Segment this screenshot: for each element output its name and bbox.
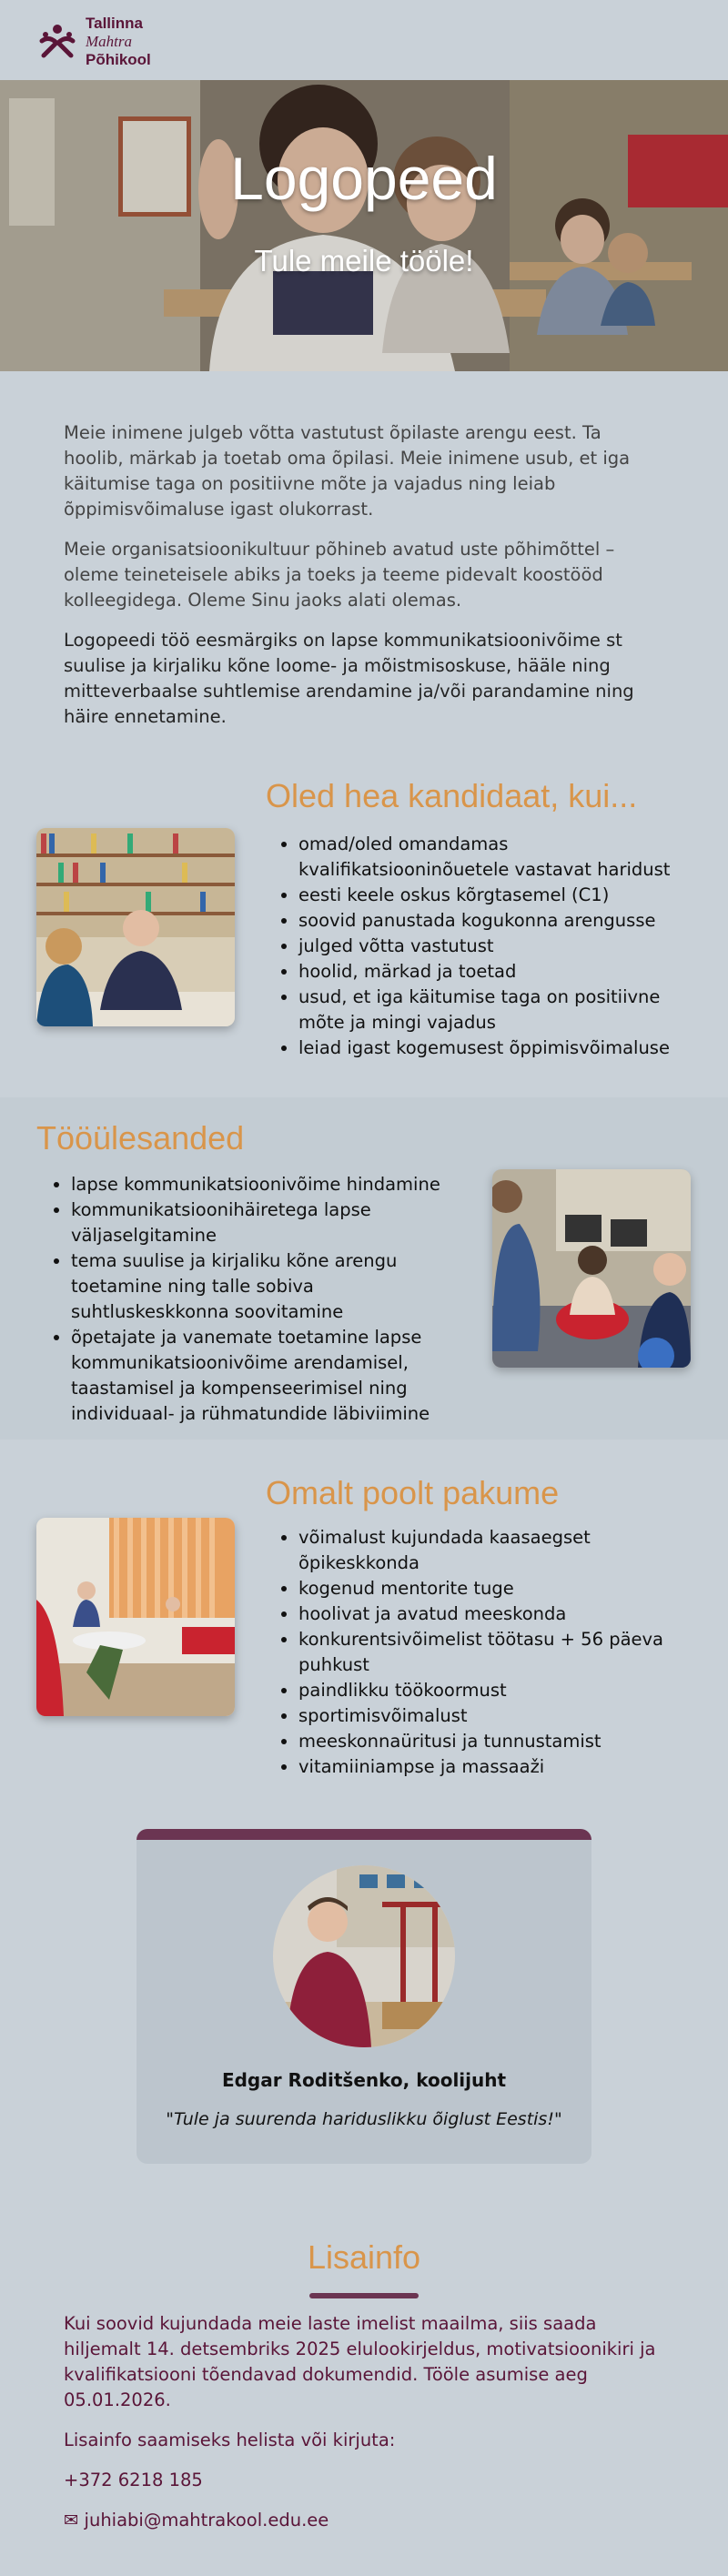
contact-divider bbox=[309, 2293, 419, 2298]
offer-list-item: • meeskonnaüritusi ja tunnustamist bbox=[298, 1729, 701, 1754]
logo-icon bbox=[36, 21, 78, 63]
intro-paragraph: Logopeedi töö eesmärgiks on lapse kommunikatsioonivõime st suulise ja kirjaliku kõne loome- ja mõistmisoskuse, hääle ning mitteverbaalse suhtlemise arendamine ja/või parandamine ning häire ennetamine. bbox=[64, 630, 634, 727]
school-logo[interactable] bbox=[36, 15, 151, 69]
candidate-list-item: • leiad igast kogemusest õppimisvõimaluse bbox=[298, 1035, 692, 1061]
offer-list-item: • võimalust kujundada kaasaegset õpikeskkonda bbox=[298, 1525, 701, 1576]
candidate-list-item: • eesti keele oskus kõrgtasemel (C1) bbox=[298, 883, 692, 908]
classroom-image bbox=[492, 1169, 691, 1368]
offer-list-item: • kogenud mentorite tuge bbox=[298, 1576, 701, 1601]
contact-paragraph: Kui soovid kujundada meie laste imelist maailma, siis saada hiljemalt 14. detsembriks 2025 elulookirjeldus, motivatsioonikiri ja kvalifikatsiooni tõendavad dokumendid. Tööle asumise aeg 05.01.2026. bbox=[64, 2313, 656, 2410]
principal-avatar bbox=[273, 1865, 455, 2047]
principal-name: Edgar Roditšenko, koolijuht bbox=[221, 2069, 507, 2091]
tasks-title: Tööülesanded bbox=[36, 1119, 245, 1157]
candidate-list-item: • hoolid, märkad ja toetad bbox=[298, 959, 692, 985]
task-list-item: • õpetajate ja vanemate toetamine lapse kommunikatsioonivõime arendamisel, taastamisel ja kompenseerimisel ning individuaal- ja rühmatundide läbiviimine bbox=[71, 1325, 473, 1427]
hero-photo bbox=[0, 80, 728, 371]
email-icon: ✉ bbox=[64, 2510, 79, 2531]
principal-quote-card bbox=[136, 1829, 592, 2164]
offer-list-wrap bbox=[273, 1525, 701, 1780]
candidate-list-wrap bbox=[273, 832, 692, 1061]
classroom-photo bbox=[492, 1169, 691, 1368]
lounge-image bbox=[36, 1518, 235, 1716]
offer-list-item: • konkurentsivõimelist töötasu + 56 päeva puhkust bbox=[298, 1627, 701, 1678]
offer-list bbox=[273, 1525, 701, 1780]
offer-list-item: • hoolivat ja avatud meeskonda bbox=[298, 1601, 701, 1627]
library-photo bbox=[36, 828, 235, 1026]
principal-photo bbox=[273, 1865, 455, 2047]
contact-title: Lisainfo bbox=[307, 2238, 421, 2276]
candidate-list-item: • julged võtta vastutust bbox=[298, 934, 692, 959]
principal-quote: "Tule ja suurenda hariduslikku õiglust Eestis!" bbox=[166, 2109, 562, 2129]
phone-number[interactable]: +372 6218 185 bbox=[64, 2470, 203, 2490]
hero-subtitle: Tule meile tööle! bbox=[254, 244, 474, 278]
contact-section bbox=[64, 2311, 664, 2548]
candidate-list-item: • soovid panustada kogukonna arengusse bbox=[298, 908, 692, 934]
offer-list-item: • vitamiiniampse ja massaaži bbox=[298, 1754, 701, 1780]
offer-list-item: • sportimisvõimalust bbox=[298, 1703, 701, 1729]
tasks-list-wrap bbox=[46, 1172, 473, 1427]
task-list-item: • lapse kommunikatsioonivõime hindamine bbox=[71, 1172, 473, 1197]
candidate-title: Oled hea kandidaat, kui... bbox=[266, 777, 638, 814]
task-list-item: • kommunikatsioonihäiretega lapse väljaselgitamine bbox=[71, 1197, 473, 1248]
logo-text bbox=[86, 15, 151, 69]
contact-email[interactable] bbox=[64, 2508, 664, 2533]
tasks-list bbox=[46, 1172, 473, 1427]
email-address[interactable]: juhiabi@mahtrakool.edu.ee bbox=[84, 2510, 329, 2531]
site-header bbox=[0, 0, 728, 80]
hero-banner bbox=[0, 80, 728, 371]
lounge-photo bbox=[36, 1518, 235, 1716]
hero-title: Logopeed bbox=[230, 145, 498, 212]
offer-title: Omalt poolt pakume bbox=[266, 1474, 560, 1511]
task-list-item: • tema suulise ja kirjaliku kõne arengu toetamine ning talle sobiva suhtluskeskkonna soovitamine bbox=[71, 1248, 473, 1325]
intro-paragraph: Meie inimene julgeb võtta vastutust õpilaste arengu eest. Ta hoolib, märkab ja toetab oma õpilasi. Meie inimene usub, et iga käitumise taga on positiivne mõte ja vajadus ning leiab õppimisvõimaluse igast olukorrast. bbox=[64, 422, 631, 520]
library-image bbox=[36, 828, 235, 1026]
logo-line-1: Tallinna bbox=[86, 15, 143, 32]
candidate-list bbox=[273, 832, 692, 1061]
intro-paragraph: Meie organisatsioonikultuur põhineb avatud uste põhimõttel – oleme teineteisele abiks ja toeks ja teeme pidevalt koostööd kolleegidega. Oleme Sinu jaoks alati olemas. bbox=[64, 539, 615, 611]
contact-lead: Lisainfo saamiseks helista või kirjuta: bbox=[64, 2430, 396, 2450]
logo-line-2: Mahtra bbox=[86, 33, 132, 50]
contact-phone[interactable] bbox=[64, 2468, 664, 2493]
logo-line-3: Põhikool bbox=[86, 51, 151, 68]
candidate-list-item: • omad/oled omandamas kvalifikatsiooninõuetele vastavat haridust bbox=[298, 832, 692, 883]
intro-section bbox=[64, 420, 664, 744]
candidate-list-item: • usud, et iga käitumise taga on positiivne mõte ja mingi vajadus bbox=[298, 985, 692, 1035]
offer-list-item: • paindlikku töökoormust bbox=[298, 1678, 701, 1703]
